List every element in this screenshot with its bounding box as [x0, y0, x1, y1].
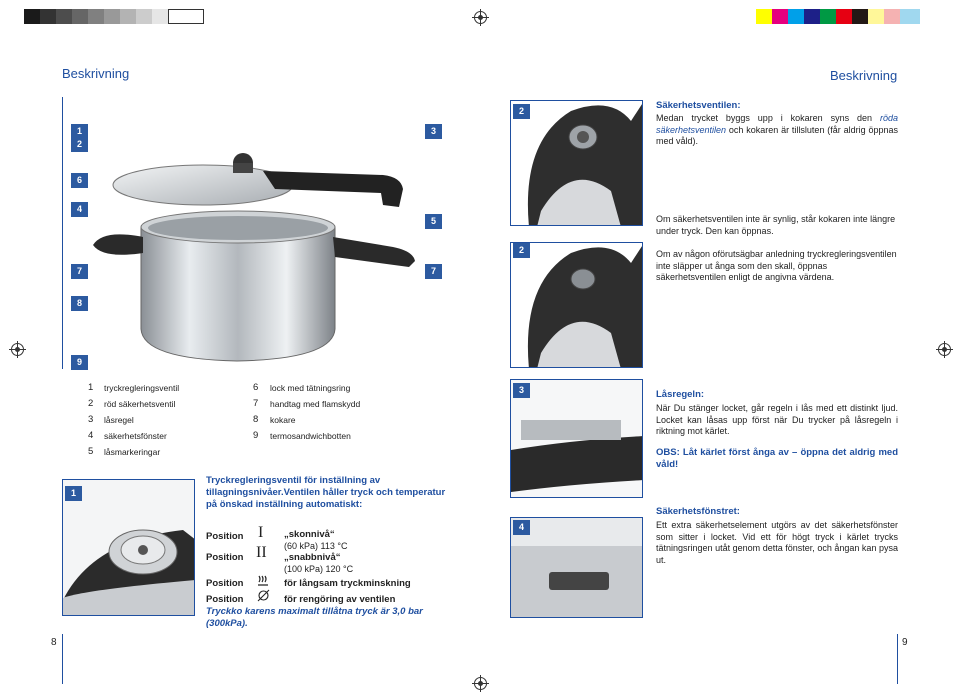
safety-valve-heading: Säkerhetsventilen: — [656, 100, 741, 111]
left-page-title: Beskrivning — [62, 66, 130, 81]
lock-paragraph: När Du stänger locket, går regeln i lås med ett distinkt ljud. Locket kan låsas upp först när Du trycker på låsregeln i riktning mot kärlet. — [656, 403, 898, 436]
callout-label: 2 — [71, 137, 88, 152]
callout-label: 8 — [71, 296, 88, 311]
gray-swatch — [72, 9, 88, 24]
callout-label: 4 — [71, 202, 88, 217]
position-label: Position — [206, 552, 244, 563]
callout-label: 2 — [513, 104, 530, 119]
pressure-cooker-image — [62, 97, 444, 369]
callout-label: 7 — [71, 264, 88, 279]
position-name: „skonnivå“ — [284, 529, 335, 540]
empty-set-icon — [257, 589, 270, 602]
callout-label: 7 — [425, 264, 442, 279]
callout-label: 3 — [425, 124, 442, 139]
safety-valve-paragraph-1: Medan trycket byggs upp i kokaren syns den röda säkerhetsventilen och kokaren är tillsluten (får aldrig öppnas med våld). — [656, 113, 898, 146]
legend-item: låsmarkeringar — [104, 447, 161, 457]
pressure-cooker-illustration — [63, 97, 444, 369]
registration-mark-icon — [474, 677, 487, 690]
position-detail: (100 kPa) 120 °C — [284, 564, 354, 574]
position-symbol-I: I — [258, 524, 264, 541]
callout-label: 3 — [513, 383, 530, 398]
legend-item: handtag med flamskydd — [270, 399, 361, 409]
max-pressure-note: Tryckko karens maximalt tillåtna tryck är 3,0 bar (300kPa). — [206, 606, 423, 629]
safety-valve-image-bottom — [510, 242, 643, 368]
position-symbol-II: II — [256, 544, 267, 561]
registration-mark-icon — [11, 343, 24, 356]
legend-item: tryckregleringsventil — [104, 383, 180, 393]
legend-item: säkerhetsfönster — [104, 431, 167, 441]
color-swatch — [852, 9, 868, 24]
color-swatch — [820, 9, 836, 24]
safety-valve-illustration — [511, 101, 643, 226]
callout-label: 6 — [71, 173, 88, 188]
position-name: för rengöring av ventilen — [284, 594, 396, 605]
position-label: Position — [206, 531, 244, 542]
left-page-number: 8 — [51, 637, 57, 648]
gray-swatch — [168, 9, 204, 24]
steam-icon — [256, 573, 270, 587]
callout-label: 5 — [425, 214, 442, 229]
position-label: Position — [206, 594, 244, 605]
callout-label: 2 — [513, 243, 530, 258]
color-swatch — [884, 9, 900, 24]
legend-item: kokare — [270, 415, 296, 425]
lock-bolt-illustration — [511, 380, 643, 498]
position-name: „snabbnivå“ — [284, 552, 341, 563]
callout-label: 9 — [71, 355, 88, 370]
gray-swatch — [40, 9, 56, 24]
regulator-illustration — [63, 480, 195, 616]
callout-label: 1 — [65, 486, 82, 501]
color-swatch — [804, 9, 820, 24]
gray-swatch — [152, 9, 168, 24]
legend-item: lock med tätningsring — [270, 383, 351, 393]
gray-swatch — [120, 9, 136, 24]
regulator-heading: Tryckregleringsventil för inställning av tillagningsnivåer.Ventilen håller tryck och temperatur på önskad inställning automatiskt: — [206, 475, 446, 510]
color-swatch — [756, 9, 772, 24]
gray-swatch — [56, 9, 72, 24]
color-swatch — [836, 9, 852, 24]
safety-valve-paragraph-2: Om säkerhetsventilen inte är synlig, står kokaren inte längre under tryck. Den kan öppnas. — [656, 214, 896, 236]
legend-item: röd säkerhetsventil — [104, 399, 176, 409]
color-swatch — [788, 9, 804, 24]
callout-label: 1 — [71, 124, 88, 139]
legend-item: låsregel — [104, 415, 134, 425]
safety-window-illustration — [511, 518, 643, 618]
gray-swatch — [104, 9, 120, 24]
position-detail: (60 kPa) 113 °C — [284, 541, 348, 551]
right-page-number: 9 — [902, 637, 908, 648]
gray-swatch — [24, 9, 40, 24]
registration-mark-icon — [474, 11, 487, 24]
lock-heading: Låsregeln: — [656, 389, 705, 400]
color-swatch — [900, 9, 920, 24]
right-page-rule — [897, 634, 898, 684]
color-swatch — [868, 9, 884, 24]
gray-swatch — [88, 9, 104, 24]
color-swatch — [772, 9, 788, 24]
legend-item: termosandwichbotten — [270, 431, 351, 441]
right-page-title: Beskrivning — [830, 68, 898, 83]
position-label: Position — [206, 578, 244, 589]
safety-valve-paragraph-3: Om av någon oförutsägbar anledning tryckregleringsventilen inte släpper ut ånga som den skall, öppnas säkerhetsventilen enligt de angivna värdena. — [656, 249, 897, 282]
position-name: för långsam tryckminskning — [284, 578, 411, 589]
callout-label: 4 — [513, 520, 530, 535]
window-heading: Säkerhetsfönstret: — [656, 506, 740, 517]
lock-warning: OBS: Låt kärlet först ånga av – öppna det aldrig med våld! — [656, 447, 898, 470]
registration-mark-icon — [938, 343, 951, 356]
left-page-rule — [62, 634, 63, 684]
safety-valve-illustration — [511, 243, 643, 368]
gray-swatch — [136, 9, 152, 24]
window-paragraph: Ett extra säkerhetselement utgörs av det säkerhetsfönster som sitter i locket. Vid ett för högt tryck i kärlet trycks tätningsringen utåt genom detta fönster, och ångan kan pysa ut. — [656, 520, 898, 565]
